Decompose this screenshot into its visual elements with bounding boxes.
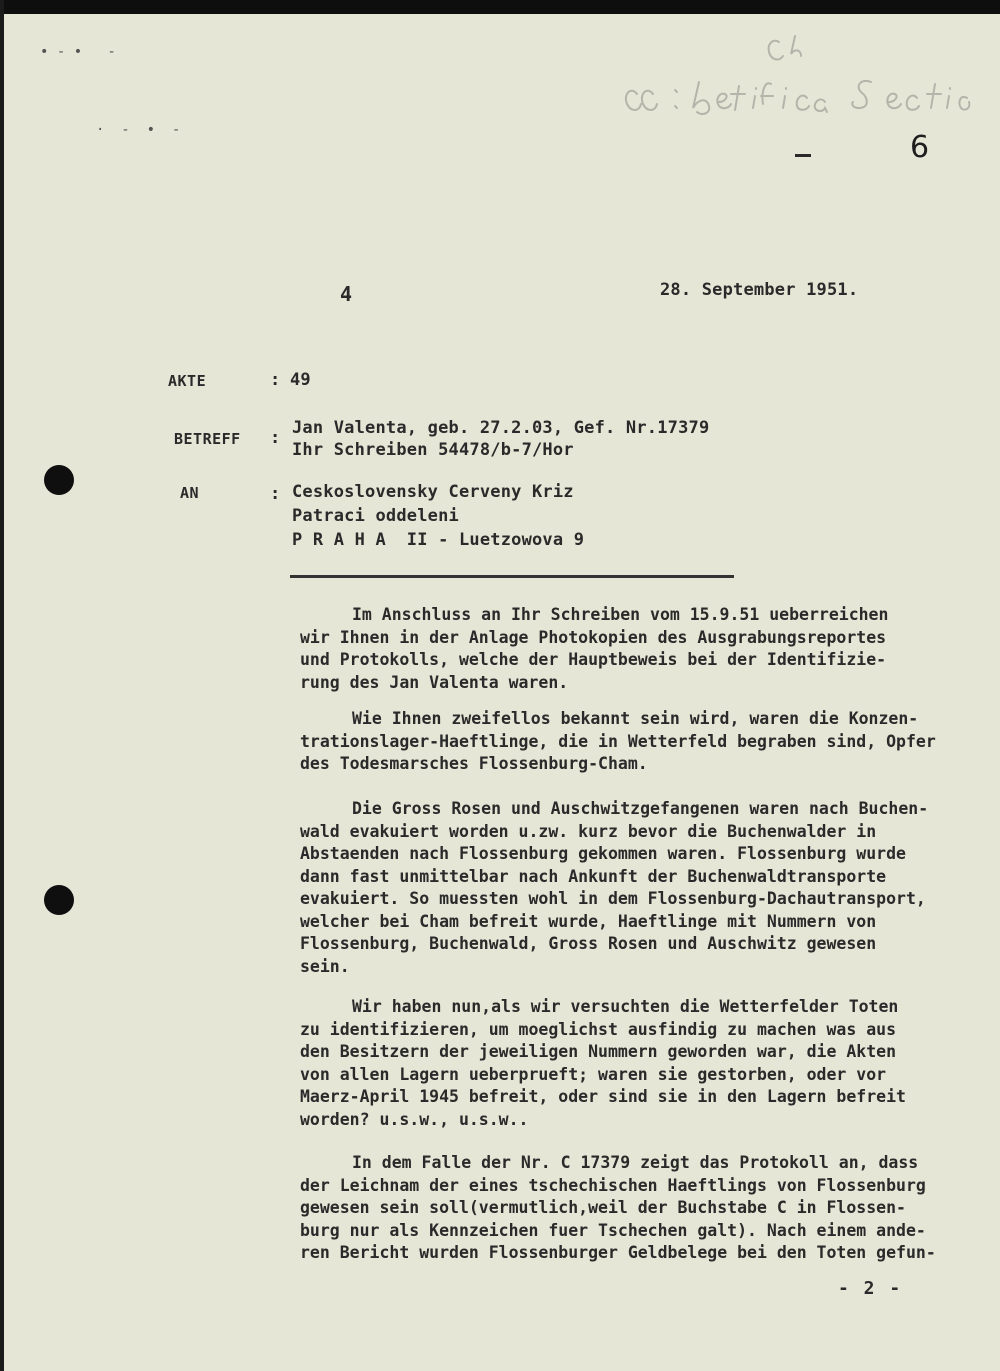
paragraph-line: dann fast unmittelbar nach Ankunft der Buchenwaldtransporte: [300, 866, 887, 886]
recipient-city-line: P R A H A II - Luetzowova 9: [292, 530, 585, 550]
paragraph-line: Im Anschluss an Ihr Schreiben vom 15.9.51 ueberreichen: [352, 605, 889, 624]
paragraph-line: ren Bericht wurden Flossenburger Geldbelege bei den Toten gefun-: [300, 1243, 936, 1262]
field-value-betreff-line: Ihr Schreiben 54478/b-7/Hor: [292, 440, 574, 460]
document-page: [4, 14, 1000, 1371]
paragraph-line: den Besitzern der jeweiligen Nummern geworden war, die Akten: [300, 1042, 897, 1061]
page-number-left: 4: [340, 282, 353, 306]
page-marker-top: 6: [910, 130, 930, 165]
field-separator: :: [270, 484, 281, 504]
paragraph-line: Wie Ihnen zweifellos bekannt sein wird, waren die Konzen-: [352, 709, 919, 728]
body-paragraph: [300, 708, 960, 776]
field-label-an: AN: [180, 484, 200, 502]
paragraph-line: Die Gross Rosen und Auschwitzgefangenen waren nach Buchen-: [352, 799, 929, 818]
paragraph-line: Abstaenden nach Flossenburg gekommen waren. Flossenburg wurde: [300, 844, 906, 863]
page-marker-dash: [795, 154, 811, 157]
paragraph-line: und Protokolls, welche der Hauptbeweis bei der Identifizie-: [300, 650, 887, 669]
paragraph-line: rung des Jan Valenta waren.: [300, 672, 569, 692]
body-paragraph: [300, 996, 960, 1131]
paragraph-line: gewesen sein soll(vermutlich,weil der Buchstabe C in Flossen-: [300, 1198, 906, 1217]
paragraph-line: zu identifizieren, um moeglichst ausfindig zu machen was aus: [300, 1019, 897, 1039]
punch-hole: [44, 885, 74, 915]
body-paragraph: [300, 1152, 960, 1265]
paragraph-line: der Leichnam der eines tschechischen Haeftlings von Flossenburg: [300, 1175, 926, 1195]
paragraph-line: trationslager-Haeftlinge, die in Wetterfeld begraben sind, Opfer: [300, 731, 936, 751]
paragraph-line: wald evakuiert worden u.zw. kurz bevor die Buchenwalder in: [300, 821, 877, 841]
paragraph-line: welcher bei Cham befreit wurde, Haeftlinge mit Nummern von: [300, 911, 877, 931]
page-footer: - 2 -: [838, 1278, 903, 1299]
paragraph-line: worden? u.s.w., u.s.w..: [300, 1109, 529, 1129]
body-paragraph: [300, 604, 960, 694]
paragraph-line: evakuiert. So muessten wohl in dem Flossenburg-Dachautransport,: [300, 889, 926, 908]
separator-rule: [290, 575, 734, 578]
paragraph-line: In dem Falle der Nr. C 17379 zeigt das Protokoll an, dass: [352, 1153, 919, 1172]
paragraph-line: Flossenburg, Buchenwald, Gross Rosen und Auschwitz gewesen: [300, 934, 877, 953]
letter-date: 28. September 1951.: [660, 280, 859, 300]
paragraph-line: sein.: [300, 956, 350, 976]
punch-hole: [44, 465, 74, 495]
field-separator: :: [270, 370, 281, 390]
paragraph-line: Wir haben nun,als wir versuchten die Wetterfelder Toten: [352, 997, 899, 1016]
field-value-betreff-line: Jan Valenta, geb. 27.2.03, Gef. Nr.17379: [292, 418, 710, 438]
field-label-betreff: BETREFF: [174, 430, 241, 448]
body-paragraph: [300, 798, 960, 978]
recipient-line: Patraci oddeleni: [292, 506, 459, 526]
field-label-akte: AKTE: [168, 372, 207, 390]
field-value-akte: 49: [290, 370, 311, 390]
paragraph-line: Maerz-April 1945 befreit, oder sind sie in den Lagern befreit: [300, 1087, 906, 1106]
paragraph-line: von allen Lagern ueberprueft; waren sie gestorben, oder vor: [300, 1064, 887, 1084]
pencil-annotation: [619, 24, 979, 134]
scan-top-border: [0, 0, 1000, 14]
recipient-line: Ceskoslovensky Cerveny Kriz: [292, 482, 574, 502]
scan-specks: • ‑ • ‑: [40, 44, 116, 60]
scan-specks: · ‑ • ‑: [96, 122, 181, 138]
paragraph-line: burg nur als Kennzeichen fuer Tschechen galt). Nach einem ande-: [300, 1220, 926, 1240]
field-separator: :: [270, 428, 281, 448]
paragraph-line: wir Ihnen in der Anlage Photokopien des Ausgrabungsreportes: [300, 627, 887, 647]
paragraph-line: des Todesmarsches Flossenburg-Cham.: [300, 754, 648, 773]
